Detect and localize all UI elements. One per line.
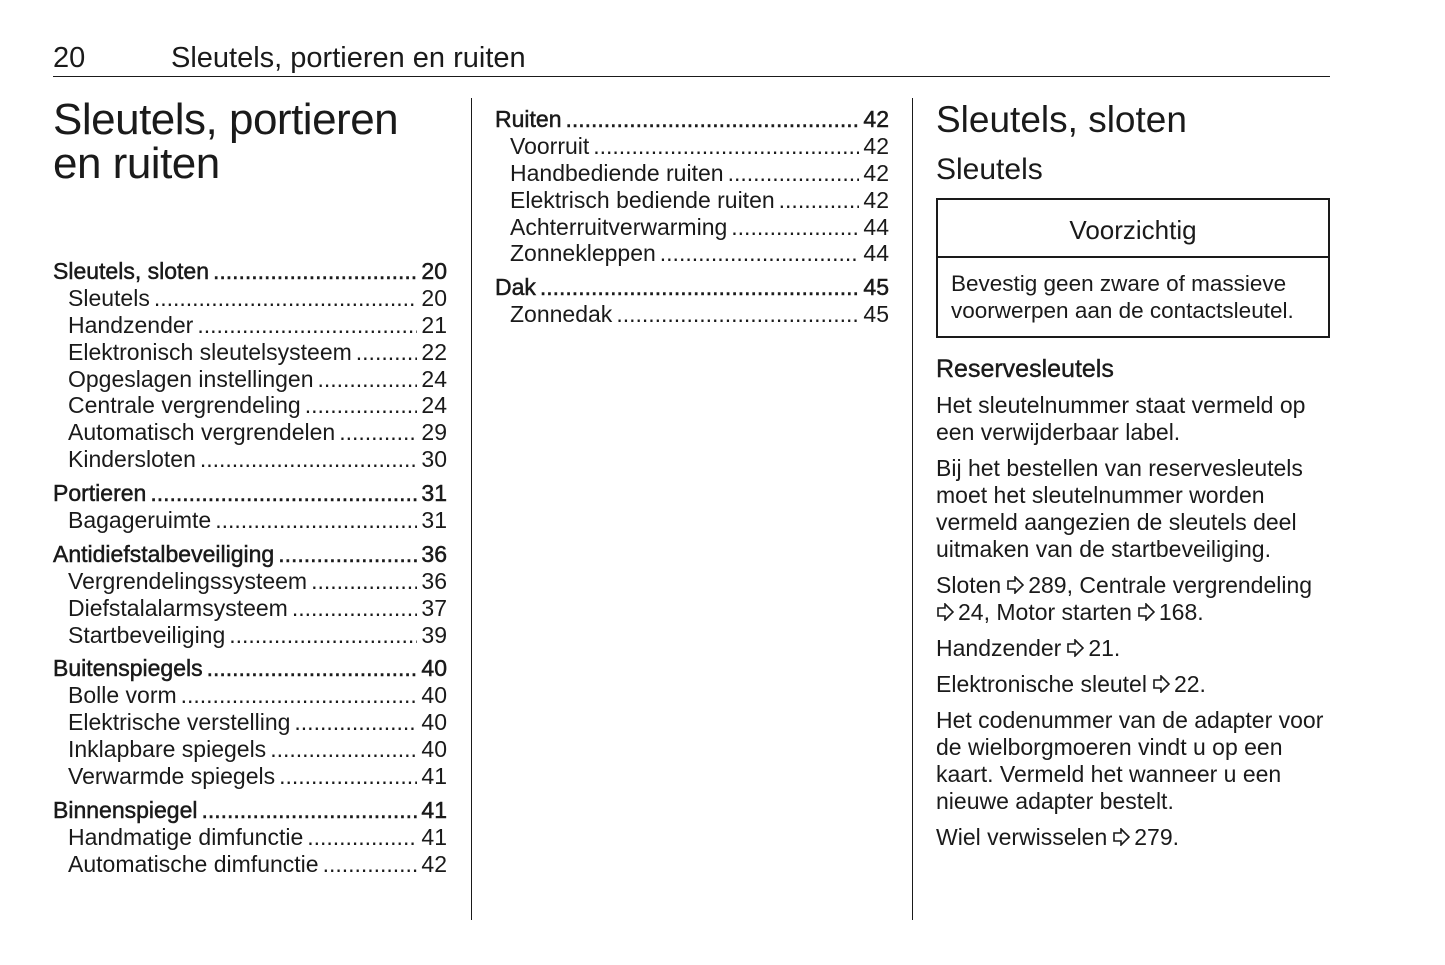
- toc-entry-page: 39: [421, 621, 447, 648]
- page-reference-arrow-icon: [936, 603, 954, 621]
- xref-text: Wiel verwisselen: [936, 824, 1108, 850]
- column-divider: [912, 98, 913, 920]
- toc-leader-dots: [278, 541, 417, 568]
- toc-entry-page: 36: [421, 567, 447, 594]
- toc-entry-page: 40: [421, 682, 447, 709]
- toc-leader-dots: [356, 339, 418, 366]
- toc-leader-dots: [229, 622, 417, 649]
- toc-entry-label: Handbediende ruiten: [510, 159, 724, 186]
- toc-entry-page: 45: [863, 301, 889, 328]
- toc-entry-label: Automatisch vergrendelen: [68, 419, 336, 446]
- toc-entry-sub[interactable]: [53, 392, 447, 419]
- toc-leader-dots: [270, 736, 417, 763]
- toc-leader-dots: [279, 763, 417, 790]
- toc-entry-label: Centrale vergrendeling: [68, 392, 301, 419]
- column-divider: [471, 98, 472, 920]
- chapter-title: [53, 95, 447, 188]
- toc-entry-sub[interactable]: [53, 682, 447, 709]
- toc-entry-page: 40: [421, 709, 447, 736]
- toc-entry-sub[interactable]: [53, 507, 447, 534]
- toc-entry-label: Elektronisch sleutelsysteem: [68, 338, 352, 365]
- toc-leader-dots: [660, 240, 860, 267]
- toc-entry-sub[interactable]: [53, 285, 447, 312]
- toc-leader-dots: [318, 366, 418, 393]
- xref-page[interactable]: 289: [1028, 572, 1067, 598]
- caution-box: [936, 198, 1330, 338]
- section-title: Sleutels, sloten: [936, 99, 1187, 140]
- toc-entry-page: 36: [421, 540, 447, 567]
- toc-leader-dots: [779, 187, 860, 214]
- toc-entry-label: Automatische dimfunctie: [68, 850, 319, 877]
- toc-entry-sub[interactable]: [53, 763, 447, 790]
- toc-entry-label: Vergrendelingssysteem: [68, 567, 308, 594]
- toc-entry-label: Handmatige dimfunctie: [68, 823, 304, 850]
- toc-entry-page: 31: [421, 480, 447, 507]
- toc-entry-page: 42: [863, 132, 889, 159]
- toc-entry-page: 29: [421, 419, 447, 446]
- toc-entry-label: Binnenspiegel: [53, 796, 198, 823]
- toc-entry-page: 44: [863, 213, 889, 240]
- page-header: [53, 40, 1330, 77]
- toc-entry-page: 24: [421, 392, 447, 419]
- toc-entry-page: 37: [421, 594, 447, 621]
- toc-leader-dots: [728, 160, 860, 187]
- toc-entry-sub[interactable]: [495, 240, 889, 267]
- toc-entry-sub[interactable]: [495, 187, 889, 214]
- toc-entry-sub[interactable]: [53, 595, 447, 622]
- page-reference-arrow-icon: [1006, 576, 1024, 594]
- page-reference-arrow-icon: [1066, 639, 1084, 657]
- toc-entry-sub[interactable]: [53, 824, 447, 851]
- toc-entry-sub[interactable]: [53, 419, 447, 446]
- toc-entry-page: 42: [863, 106, 889, 132]
- toc-entry-sub[interactable]: [53, 736, 447, 763]
- subsection-title: Sleutels: [936, 153, 1043, 186]
- cross-reference-paragraph: Elektronische sleutel 22.: [936, 671, 1206, 697]
- toc-entry-page: 42: [863, 159, 889, 186]
- toc-leader-dots: [154, 285, 418, 312]
- chapter-title-line2: en ruiten: [53, 139, 220, 188]
- paragraph: Het codenummer van de adapter voor de wielborgmoeren vindt u op een kaart. Vermeld het wanneer u een nieuwe adapter bestelt.: [936, 707, 1324, 814]
- toc-entry-main[interactable]: [53, 258, 447, 285]
- toc-entry-sub[interactable]: [495, 160, 889, 187]
- cross-reference-paragraph: Handzender 21.: [936, 635, 1121, 661]
- toc-leader-dots: [200, 446, 418, 473]
- toc-entry-sub[interactable]: [53, 366, 447, 393]
- toc-entry-main[interactable]: [495, 274, 889, 301]
- page-reference-arrow-icon: [1152, 675, 1170, 693]
- toc-entry-page: 41: [421, 763, 447, 790]
- toc-entry-label: Sleutels: [68, 284, 150, 311]
- page-reference-arrow-icon: [1137, 603, 1155, 621]
- toc-entry-main[interactable]: [53, 480, 447, 507]
- toc-entry-main[interactable]: [53, 797, 447, 824]
- toc-leader-dots: [731, 214, 859, 241]
- toc-entry-page: 42: [421, 850, 447, 877]
- toc-leader-dots: [339, 419, 417, 446]
- table-of-contents-continued: [495, 106, 889, 328]
- toc-entry-label: Dak: [495, 274, 536, 301]
- toc-leader-dots: [202, 797, 418, 824]
- cross-reference-paragraph: Wiel verwisselen 279.: [936, 824, 1180, 850]
- xref-text: , Motor starten: [983, 599, 1132, 625]
- toc-entry-main[interactable]: [495, 106, 889, 133]
- toc-leader-dots: [540, 274, 860, 301]
- section-column: [936, 98, 1330, 860]
- toc-entry-sub[interactable]: [53, 568, 447, 595]
- toc-leader-dots: [323, 851, 418, 878]
- toc-leader-dots: [616, 301, 859, 328]
- toc-leader-dots: [197, 312, 417, 339]
- toc-entry-page: 24: [421, 365, 447, 392]
- toc-leader-dots: [150, 480, 417, 507]
- toc-entry-page: 21: [421, 311, 447, 338]
- toc-leader-dots: [215, 507, 417, 534]
- toc-entry-label: Achterruitverwarming: [510, 213, 728, 240]
- caution-body: Bevestig geen zware of massieve voorwerpen aan de contactsleutel.: [951, 271, 1294, 323]
- toc-entry-page: 44: [863, 240, 889, 267]
- toc-entry-sub[interactable]: [53, 709, 447, 736]
- toc-entry-page: 41: [421, 796, 447, 823]
- toc-entry-page: 41: [421, 823, 447, 850]
- toc-leader-dots: [294, 709, 417, 736]
- toc-leader-dots: [307, 824, 417, 851]
- toc-entry-label: Sleutels, sloten: [53, 258, 209, 284]
- toc-leader-dots: [292, 595, 418, 622]
- toc-leader-dots: [565, 106, 859, 133]
- toc-leader-dots: [181, 682, 418, 709]
- toc-entry-main[interactable]: [53, 541, 447, 568]
- toc-entry-page: 30: [421, 446, 447, 473]
- paragraph: Bij het bestellen van reservesleutels moet het sleutelnummer worden vermeld aangezien de sleutels deel uitmaken van de startbeveiliging.: [936, 455, 1303, 562]
- toc-entry-sub[interactable]: [495, 214, 889, 241]
- paragraph: Het sleutelnummer staat vermeld op een verwijderbaar label.: [936, 392, 1306, 445]
- chapter-title-line1: Sleutels, portieren: [53, 95, 399, 144]
- toc-entry-label: Voorruit: [510, 132, 590, 159]
- cross-reference-paragraph: Sloten 289, Centrale vergrendeling 24, Motor starten 168.: [936, 572, 1313, 625]
- toc-entry-label: Antidiefstalbeveiliging: [53, 540, 275, 567]
- toc-entry-page: 40: [421, 736, 447, 763]
- xref-text: Handzender: [936, 635, 1062, 661]
- toc-entry-page: 20: [421, 258, 447, 284]
- toc-entry-label: Elektrische verstelling: [68, 709, 291, 736]
- toc-entry-sub[interactable]: [53, 312, 447, 339]
- toc-leader-dots: [207, 655, 418, 682]
- toc-entry-label: Startbeveiliging: [68, 621, 226, 648]
- xref-page[interactable]: 22: [1173, 671, 1200, 697]
- toc-entry-label: Elektrisch bediende ruiten: [510, 186, 775, 213]
- toc-leader-dots: [305, 392, 418, 419]
- toc-entry-label: Ruiten: [495, 106, 562, 132]
- toc-entry-label: Opgeslagen instellingen: [68, 365, 314, 392]
- toc-entry-label: Bolle vorm: [68, 682, 177, 709]
- xref-page[interactable]: 279: [1134, 824, 1173, 850]
- toc-leader-dots: [311, 568, 417, 595]
- toc-entry-sub[interactable]: [495, 301, 889, 328]
- toc-entry-label: Portieren: [53, 480, 147, 507]
- toc-entry-sub[interactable]: [53, 446, 447, 473]
- toc-entry-page: 31: [421, 507, 447, 534]
- toc-entry-label: Handzender: [68, 311, 194, 338]
- toc-entry-label: Zonnekleppen: [510, 240, 656, 267]
- toc-entry-sub[interactable]: [53, 851, 447, 878]
- xref-text: Sloten: [936, 572, 1002, 598]
- xref-text: , Centrale vergrendeling: [1066, 572, 1313, 598]
- toc-entry-page: 22: [421, 338, 447, 365]
- xref-page[interactable]: 24: [958, 599, 984, 625]
- xref-page[interactable]: 21: [1088, 635, 1114, 661]
- xref-text: Elektronische sleutel: [936, 671, 1147, 697]
- toc-entry-page: 45: [863, 274, 889, 301]
- page-number: 20: [53, 42, 86, 74]
- toc-entry-label: Bagageruimte: [68, 507, 212, 534]
- toc-leader-dots: [213, 258, 417, 285]
- toc-leader-dots: [593, 133, 859, 160]
- xref-page[interactable]: 168: [1158, 599, 1198, 625]
- caution-title: Voorzichtig: [938, 200, 1328, 258]
- toc-entry-label: Zonnedak: [510, 301, 613, 328]
- table-of-contents: [53, 258, 447, 878]
- toc-entry-page: 20: [421, 284, 447, 311]
- toc-entry-sub[interactable]: [53, 622, 447, 649]
- toc-column-1: [53, 95, 447, 877]
- toc-entry-sub[interactable]: [53, 339, 447, 366]
- toc-entry-label: Kindersloten: [68, 446, 196, 473]
- toc-entry-sub[interactable]: [495, 133, 889, 160]
- toc-entry-label: Verwarmde spiegels: [68, 763, 276, 790]
- toc-entry-main[interactable]: [53, 655, 447, 682]
- running-title: Sleutels, portieren en ruiten: [171, 42, 526, 74]
- toc-entry-page: 42: [863, 186, 889, 213]
- toc-entry-label: Inklapbare spiegels: [68, 736, 267, 763]
- toc-entry-label: Diefstalalarmsysteem: [68, 594, 288, 621]
- toc-entry-page: 40: [421, 655, 447, 682]
- reserve-keys-heading: Reservesleutels: [936, 355, 1114, 383]
- toc-entry-label: Buitenspiegels: [53, 655, 203, 682]
- page-reference-arrow-icon: [1112, 828, 1130, 846]
